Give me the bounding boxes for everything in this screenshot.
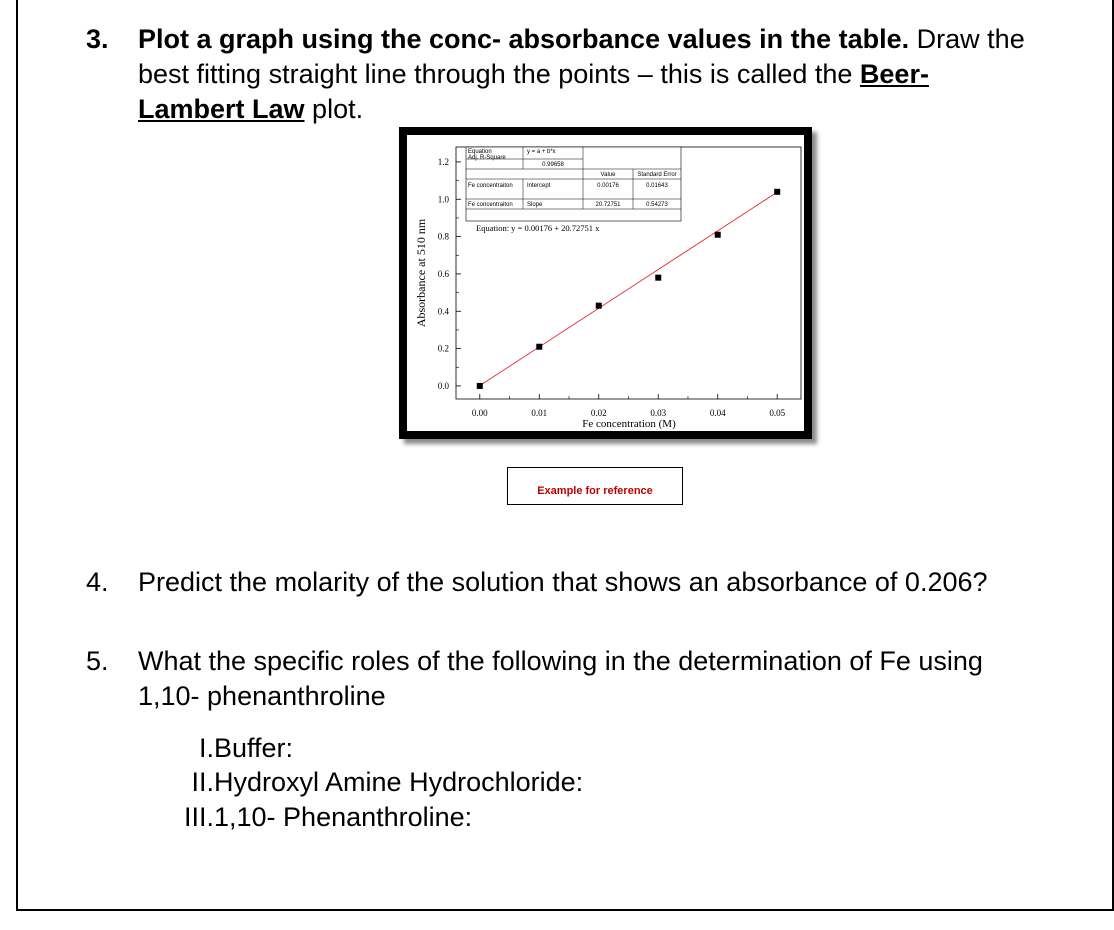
data-point	[774, 189, 780, 195]
data-point	[477, 383, 483, 389]
table-row-2-error: 0.54273	[646, 202, 668, 208]
table-row-1-error: 0.01643	[646, 183, 668, 189]
question-4	[86, 565, 1086, 600]
y-axis-label: Absorbance at 510 nm	[414, 218, 428, 328]
data-point	[715, 232, 721, 238]
x-tick-label: 0.05	[769, 408, 786, 418]
table-col-value: Value	[600, 172, 616, 178]
chart-area	[407, 135, 804, 431]
x-tick-label: 0.01	[531, 408, 548, 418]
reference-label: Example for reference	[537, 485, 653, 497]
x-tick-label: 0.04	[709, 408, 726, 418]
x-tick-label: 0.02	[590, 408, 607, 418]
y-tick-label: 1.0	[437, 194, 449, 205]
question-3-instruction: Plot a graph using the conc- absorbance values in the table.	[138, 24, 910, 54]
sub-item-3-numeral: III.	[183, 802, 214, 832]
y-tick-label: 0.4	[437, 306, 449, 317]
table-row-1-value: 0.00176	[597, 183, 619, 189]
question-5	[86, 644, 1086, 714]
table-r2-label: Adj. R-Square	[468, 155, 506, 161]
beer-lambert-term-2: Lambert Law	[138, 94, 305, 124]
y-tick-label: 0.2	[437, 343, 449, 354]
sub-item-hydroxylamine	[172, 765, 583, 800]
table-row-2-series: Fe concentraiton	[468, 202, 513, 208]
question-5-number: 5.	[86, 646, 109, 676]
y-tick-label: 0.6	[437, 268, 449, 279]
y-tick-label: 0.8	[437, 231, 449, 242]
chart-frame	[399, 127, 812, 439]
question-4-number: 4.	[86, 567, 109, 597]
table-row-2-value: 20.72751	[595, 202, 621, 208]
x-tick-label: 0.03	[650, 408, 667, 418]
sub-item-3-label: 1,10- Phenanthroline:	[214, 802, 473, 832]
question-4-text: Predict the molarity of the solution that shows an absorbance of 0.206?	[138, 567, 988, 597]
x-tick-label: 0.00	[471, 408, 488, 418]
table-col-error: Standard Error	[637, 172, 677, 178]
question-3-text: Draw the best fitting straight line through the points – this is called the	[138, 24, 1025, 89]
reference-label-box	[507, 467, 683, 505]
question-3-number: 3.	[86, 24, 109, 54]
sub-item-2-numeral: II.	[191, 767, 214, 797]
data-point	[596, 303, 602, 309]
table-equation-label: Equation	[468, 149, 492, 155]
question-3-text-end: plot.	[304, 94, 364, 124]
y-tick-label: 0.0	[437, 380, 449, 391]
sub-item-1-numeral: I.	[198, 733, 214, 763]
sub-item-buffer	[172, 731, 293, 766]
sub-item-2-label: Hydroxyl Amine Hydrochloride:	[214, 767, 584, 797]
question-5-text-line-2: 1,10- phenanthroline	[138, 681, 386, 711]
beer-lambert-term-1: Beer-	[859, 59, 929, 89]
table-row-2-param: Slope	[527, 202, 543, 208]
question-3	[86, 22, 1066, 127]
fit-statistics-table	[466, 147, 681, 221]
y-tick-label: 1.2	[437, 156, 449, 167]
question-5-text-line-1: What the specific roles of the following in the determination of Fe using	[138, 646, 983, 676]
beer-lambert-chart	[407, 135, 804, 431]
x-axis-label: Fe concentration (M)	[582, 418, 676, 430]
data-point	[536, 344, 542, 350]
table-row-1-param: Intercept	[527, 183, 551, 189]
table-equation-value: y = a + b*x	[527, 149, 556, 155]
table-row-1-series: Fe concentraiton	[468, 183, 513, 189]
table-r2-value: 0.99658	[542, 162, 564, 168]
data-point	[655, 275, 661, 281]
sub-item-1-label: Buffer:	[214, 733, 294, 763]
equation-annotation: Equation: y = 0.00176 + 20.72751 x	[476, 223, 600, 233]
sub-item-phenanthroline	[172, 800, 472, 835]
